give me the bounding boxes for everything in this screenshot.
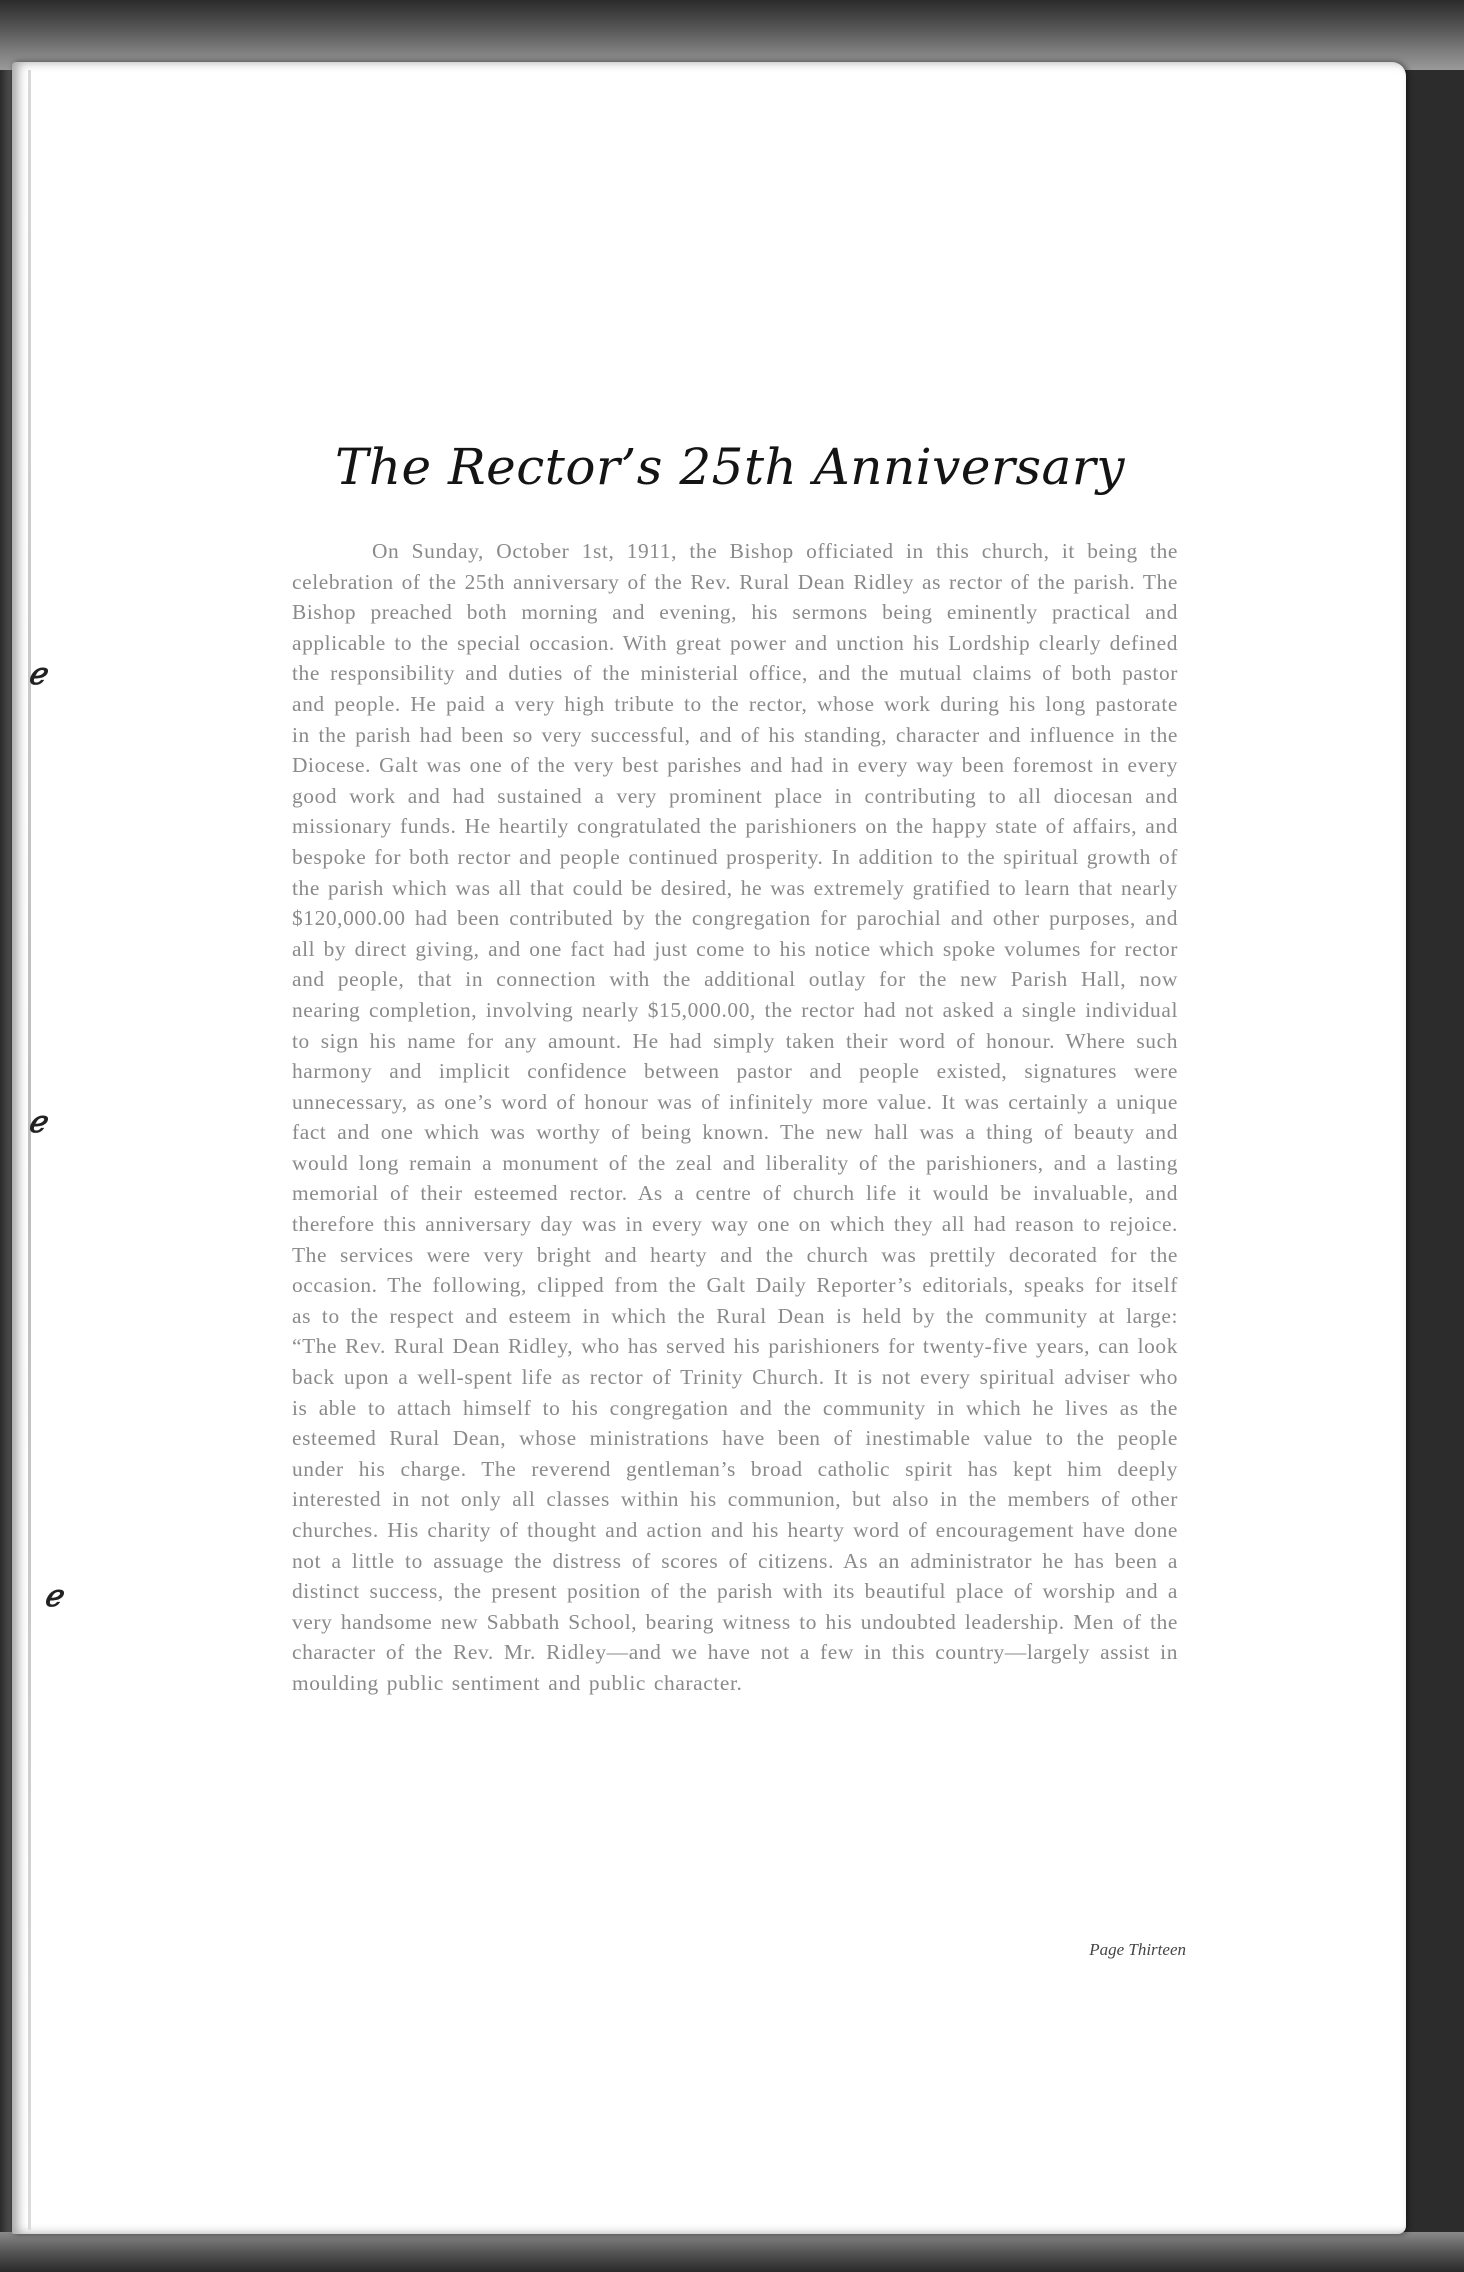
scan-bottom-edge <box>0 2232 1464 2272</box>
scan-top-edge <box>0 0 1464 70</box>
binding-fold <box>28 70 31 2230</box>
binding-stitch-mark: ℯ <box>28 1106 46 1139</box>
binding-stitch-mark: ℯ <box>28 658 46 691</box>
binding-stitch-mark: ℯ <box>44 1580 62 1613</box>
page-title: The Rector’s 25th Anniversary <box>335 438 1125 496</box>
article-body: On Sunday, October 1st, 1911, the Bishop officiated in this church, it being the celebration of the 25th anniversary of the Rev. Rural Dean Ridley as rector of the parish. The Bishop preached both morning and evening, his sermons being eminently practical and applicable to the special occasion. With great power and unction his Lordship clearly defined the responsibility and duties of the ministerial office, and the mutual claims of both pastor and people. He paid a very high tribute to the rector, whose work during his long pastorate in the parish had been so very successful, and of his standing, character and influence in the Diocese. Galt was one of the very best parishes and had in every way been foremost in every good work and had sustained a very prominent place in contributing to all diocesan and missionary funds. He heartily congratulated the parishioners on the happy state of affairs, and bespoke for both rector and people continued prosperity. In addition to the spiritual growth of the parish which was all that could be desired, he was extremely gratified to learn that nearly $120,000.00 had been contributed by the congregation for parochial and other purposes, and all by direct giving, and one fact had just come to his notice which spoke volumes for rector and people, that in connection with the additional outlay for the new Parish Hall, now nearing completion, involving nearly $15,000.00, the rector had not asked a single individual to sign his name for any amount. He had simply taken their word of honour. Where such harmony and implicit confidence between pastor and people existed, signatures were unnecessary, as one’s word of honour was of infinitely more value. It was certainly a unique fact and one which was worthy of being known. The new hall was a thing of beauty and would long remain a monument of the zeal and liberality of the parishioners, and a lasting memorial of their esteemed rector. As a centre of church life it would be invaluable, and therefore this anniversary day was in every way one on which they all had reason to rejoice. The services were very bright and hearty and the church was prettily decorated for the occasion. The following, clipped from the Galt Daily Reporter’s editorials, speaks for itself as to the respect and esteem in which the Rural Dean is held by the community at large: “The Rev. Rural Dean Ridley, who has served his parishioners for twenty-five years, can look back upon a well-spent life as rector of Trinity Church. It is not every spiritual adviser who is able to attach himself to his congregation and the community in which he lives as the esteemed Rural Dean, whose ministrations have been of inestimable value to the people under his charge. The reverend gentleman’s broad catholic spirit has kept him deeply interested in not only all classes within his communion, but also in the members of other churches. His charity of thought and action and his hearty word of encouragement have done not a little to assuage the distress of scores of citizens. As an administrator he has been a distinct success, the present position of the parish with its beautiful place of worship and a very handsome new Sabbath School, bearing witness to his undoubted leadership. Men of the character of the Rev. Mr. Ridley—and we have not a few in this country—largely assist in moulding public sentiment and public character. <box>292 539 1178 1695</box>
page-number: Page Thirteen <box>1089 1940 1186 1959</box>
